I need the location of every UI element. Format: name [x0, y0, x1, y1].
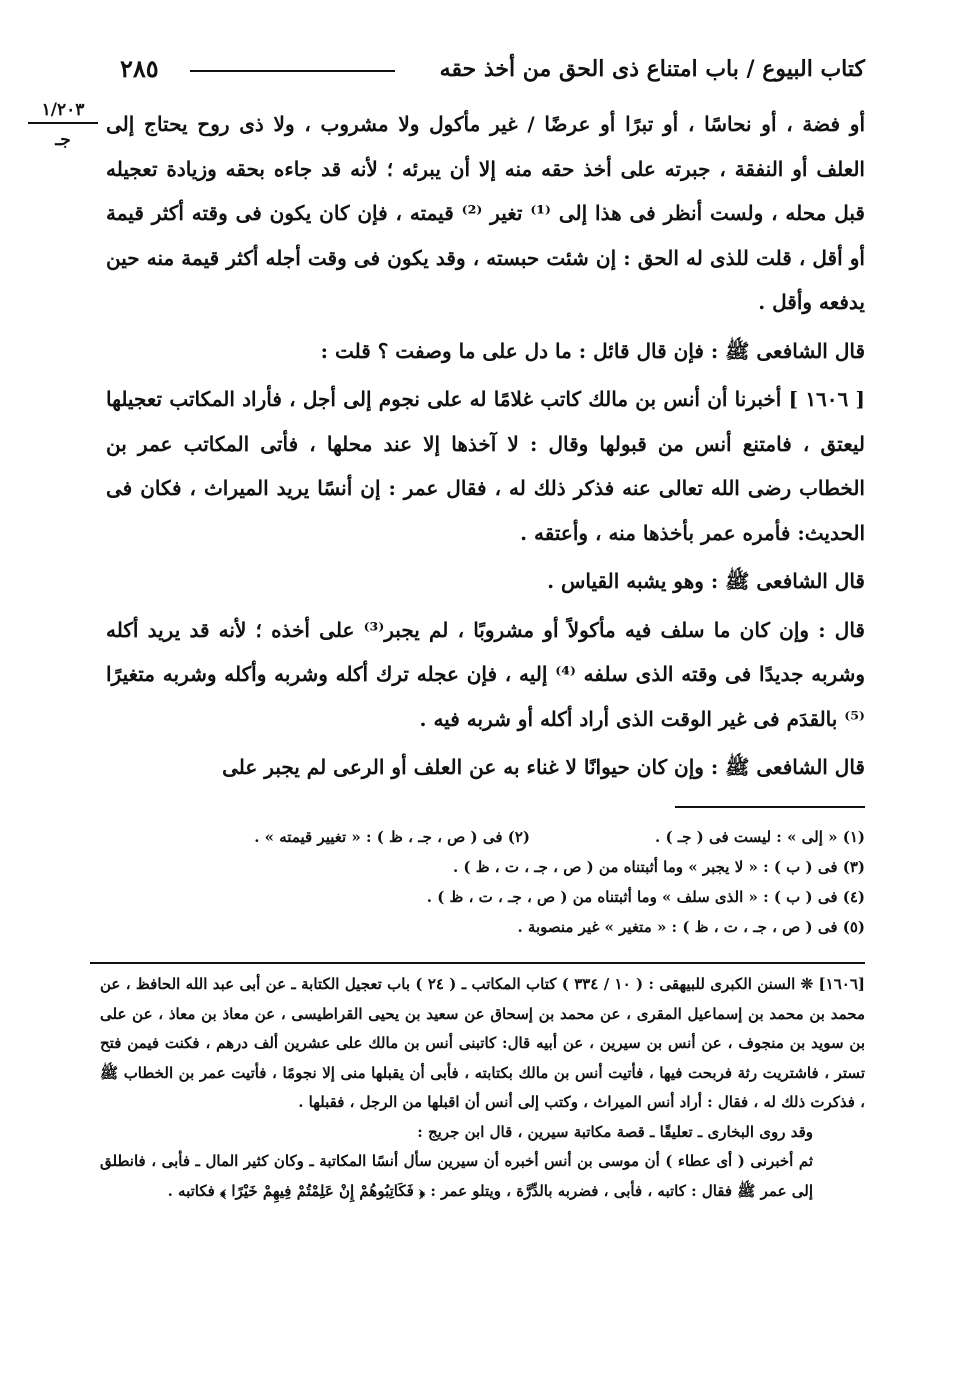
chapter-title: كتاب البيوع / باب امتناع ذى الحق من أخذ حقه	[439, 56, 865, 82]
footnotes	[106, 822, 865, 942]
footnote-rule	[675, 806, 865, 808]
main-text	[106, 102, 865, 794]
footnote: (١) « إلى » : ليست فى ( جـ ) .	[655, 828, 865, 846]
footnote: (٤) فى ( ب ) : « الذى سلف » وما أثبتناه من ( ص ، جـ ، ت ، ظ ) .	[426, 888, 865, 906]
takhrij-paragraph: [١٦٠٦] ❊ السنن الكبرى للبيهقى : ( ١٠ / ٣٣٤ ) كتاب المكاتب ـ ( ٢٤ ) باب تعجيل الكتابة ـ عن أبى عبد الله الحافظ ، عن محمد بن محمد بن إسماعيل المقرى ، عن محمد بن إسحاق عن سعيد بن يحيى القراطيسى ، عن معاذ بن معاذ ، عن على بن سويد بن منجوف ، عن أنس بن سيرين ، عن أبيه قال: كاتبنى أنس بن مالك على عشرين ألف درهم ، فكنت فيمن فتح تستر ، فاشتريت رثة فربحت فيها ، فأتيت أنس بن مالك بكتابته ، فأبى أن يقبلها منى إلا نجومًا ، فأتيت عمر بن الخطاب ﷺ ، فذكرت ذلك له ، فقال : أراد أنس الميراث ، وكتب إلى أنس أن اقبلها من الرجل ، فقبلها .	[100, 975, 866, 1111]
footnote-row	[106, 912, 865, 942]
running-header	[110, 50, 865, 94]
footnote-row	[106, 822, 865, 852]
paragraph: أو فضة ، أو نحاسًا ، أو تبرًا أو عرضًا / غير مأكول ولا مشروب ، ولا ذى روح يحتاج إلى العلف أو النفقة ، جبرته على أخذ حقه منه إلا أن يبرئه ؛ لأنه قد جاءه بحقه وزيادة تعجيله قبل محله ، ولست أنظر فى هذا إلى ⁽¹⁾ تغير ⁽²⁾ قيمته ، فإن كان يكون فى وقته أكثر قيمة أو أقل ، قلت للذى له الحق : إن شئت حبسته ، وقد يكون فى وقت أجله أكثر قيمة منه حين يدفعه وأقل .	[106, 112, 865, 314]
takhrij-paragraph: ثم أخبرنى ( أى عطاء ) أن موسى بن أنس أخبره أن سيرين سأل أنسًا المكاتبة ـ وكان كثير المال ـ فأبى ، فانطلق إلى عمر ﷺ فقال : كاتبه ، فأبى ، فضربه بالدِّرَّة ، ويتلو عمر : ﴿ فَكَاتِبُوهُمْ إِنْ عَلِمْتُمْ فِيهِمْ خَيْرًا ﴾ فكاتبه .	[100, 1152, 813, 1200]
footnote: (٥) فى ( ص ، جـ ، ت ، ظ ) : « متغير » غير منصوبة .	[517, 918, 865, 936]
footnote-row	[106, 852, 865, 882]
manuscript-siglum: جـ	[55, 130, 71, 150]
paragraph: قال الشافعى ﷺ : وهو يشبه القياس .	[547, 569, 865, 593]
manuscript-folio: ١/٢٠٣	[28, 100, 98, 124]
footnote: (٢) فى ( ص ، جـ ، ظ ) : « تغيير قيمته » .	[254, 828, 531, 846]
footnote-row	[106, 882, 865, 912]
paragraph: قال الشافعى ﷺ : وإن كان حيوانًا لا غناء به عن العلف أو الرعى لم يجبر على	[222, 755, 865, 779]
hadith-takhrij	[100, 970, 865, 1206]
takhrij-paragraph: وقد روى البخارى ـ تعليقًا ـ قصة مكاتبة سيرين ، قال ابن جريج :	[417, 1122, 813, 1141]
paragraph: قال : وإن كان ما سلف فيه مأكولاً أو مشروبًا ، لم يجبر⁽³⁾ على أخذه ؛ لأنه قد يريد أكله وشربه جديدًا فى وقته الذى سلفه ⁽⁴⁾ إليه ، فإن عجله ترك أكله وشربه وأكله وشربه متغيرًا ⁽⁵⁾ بالقدَم فى غير الوقت الذى أراد أكله أو شربه فيه .	[106, 617, 866, 731]
paragraph: [ ١٦٠٦ ] أخبرنا أن أنس بن مالك كاتب غلامًا له على نجوم إلى أجل ، فأراد المكاتب تعجيلها ليعتق ، فامتنع أنس من قبولها وقال : لا آخذها إلا عند محلها ، فأتى المكاتب عمر بن الخطاب رضى الله تعالى عنه فذكر ذلك له ، فقال عمر : إن أنسًا يريد الميراث ، فكان فى الحديث: فأمره عمر بأخذها منه ، وأعتقه .	[106, 387, 865, 545]
takhrij-rule	[90, 962, 865, 964]
header-rule	[190, 70, 395, 72]
page-number: ٢٨٥	[120, 54, 159, 83]
margin-reference	[28, 100, 98, 150]
paragraph: قال الشافعى ﷺ : فإن قال قائل : ما دل على ما وصفت ؟ قلت :	[320, 338, 865, 363]
footnote: (٣) فى ( ب ) : « لا يجبر » وما أثبتناه من ( ص ، جـ ، ت ، ظ ) .	[452, 858, 865, 876]
